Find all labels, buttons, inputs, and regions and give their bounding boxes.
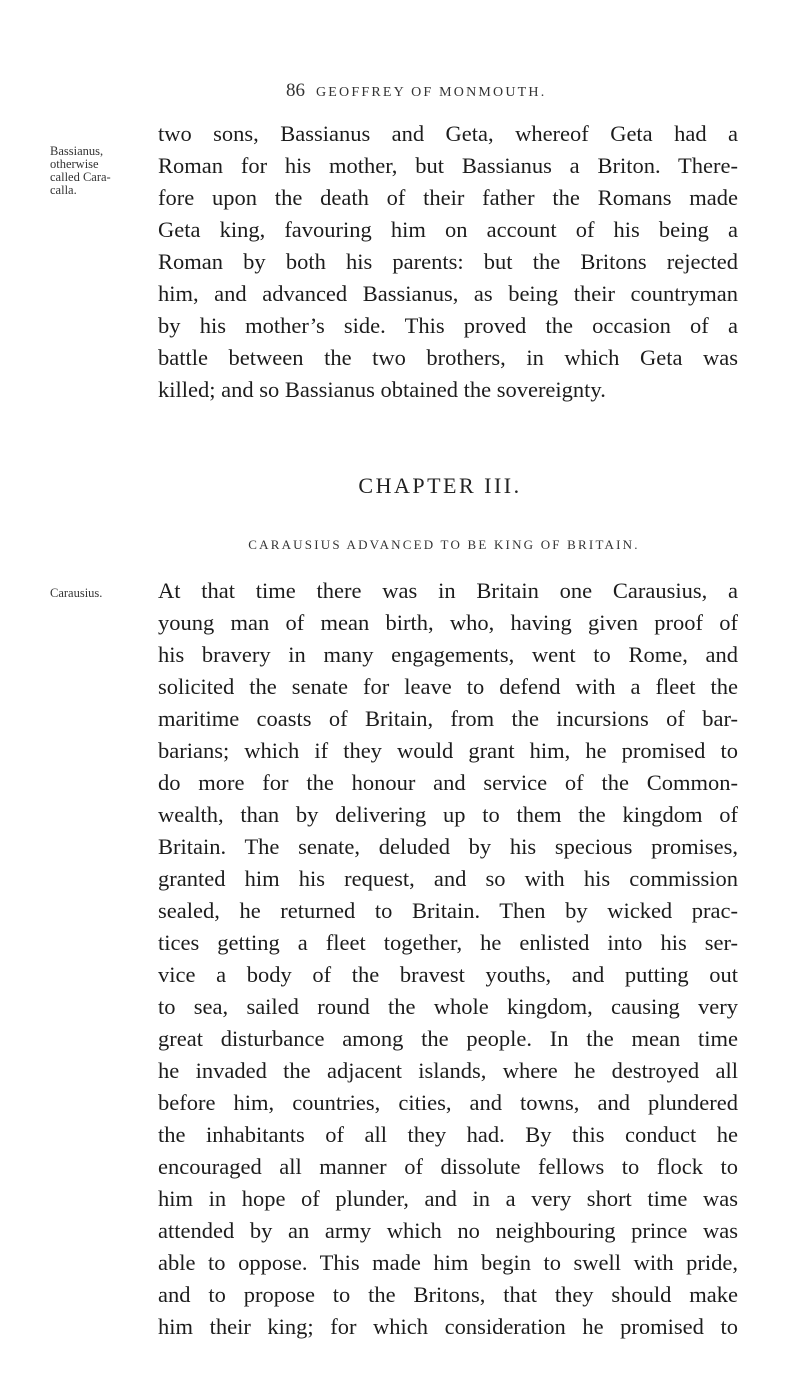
page-number: 86 — [286, 80, 305, 101]
text-line: barians; which if they would grant him, he promised to — [158, 738, 738, 763]
text-line: Roman for his mother, but Bassianus a Briton. There- — [158, 153, 738, 178]
text-line: battle between the two brothers, in which Geta was — [158, 345, 738, 370]
text-line: Britain. The senate, deluded by his specious promises, — [158, 834, 738, 859]
text-line: young man of mean birth, who, having given proof of — [158, 610, 738, 635]
text-line: great disturbance among the people. In the mean time — [158, 1026, 738, 1051]
text-line: granted him his request, and so with his commission — [158, 866, 738, 891]
text-line: vice a body of the bravest youths, and putting out — [158, 962, 738, 987]
text-line: him in hope of plunder, and in a very short time was — [158, 1186, 738, 1211]
text-line: wealth, than by delivering up to them the kingdom of — [158, 802, 738, 827]
text-line: him their king; for which consideration he promised to — [158, 1314, 738, 1339]
chapter-subtitle: CARAUSIUS ADVANCED TO BE KING OF BRITAIN. — [248, 537, 640, 552]
chapter-title: CHAPTER III. — [358, 473, 522, 498]
sidenote-bassianus — [50, 145, 150, 197]
text-line: two sons, Bassianus and Geta, whereof Geta had a — [158, 121, 738, 146]
paragraph-1 — [158, 118, 738, 406]
text-line: attended by an army which no neighbouring prince was — [158, 1218, 738, 1243]
text-line: he invaded the adjacent islands, where he destroyed all — [158, 1058, 738, 1083]
sidenote-carausius — [50, 587, 150, 600]
text-line: fore upon the death of their father the Romans made — [158, 185, 738, 210]
text-line: to sea, sailed round the whole kingdom, causing very — [158, 994, 738, 1019]
text-line: solicited the senate for leave to defend with a fleet the — [158, 674, 738, 699]
text-line: tices getting a fleet together, he enlisted into his ser- — [158, 930, 738, 955]
text-line: his bravery in many engagements, went to Rome, and — [158, 642, 738, 667]
text-line: Roman by both his parents: but the Britons rejected — [158, 249, 738, 274]
text-line: and to propose to the Britons, that they should make — [158, 1282, 738, 1307]
sidenote-line: calla. — [50, 183, 77, 197]
text-line: Geta king, favouring him on account of his being a — [158, 217, 738, 242]
text-line: do more for the honour and service of the Common- — [158, 770, 738, 795]
text-line: encouraged all manner of dissolute fellows to flock to — [158, 1154, 738, 1179]
text-line: able to oppose. This made him begin to swell with pride, — [158, 1250, 738, 1275]
paragraph-2 — [158, 575, 738, 1343]
text-line: At that time there was in Britain one Carausius, a — [158, 578, 738, 603]
running-head — [0, 80, 800, 110]
text-line: him, and advanced Bassianus, as being their countryman — [158, 281, 738, 306]
sidenote-line: otherwise — [50, 157, 99, 171]
sidenote-line: Bassianus, — [50, 144, 104, 158]
sidenote-line: Carausius. — [50, 586, 103, 600]
text-line: sealed, he returned to Britain. Then by wicked prac- — [158, 898, 738, 923]
text-line: the inhabitants of all they had. By this conduct he — [158, 1122, 738, 1147]
sidenote-line: called Cara- — [50, 170, 111, 184]
running-head-title: GEOFFREY OF MONMOUTH. — [316, 85, 547, 100]
text-line: killed; and so Bassianus obtained the sovereignty. — [158, 377, 606, 402]
text-line: by his mother’s side. This proved the occasion of a — [158, 313, 738, 338]
text-line: maritime coasts of Britain, from the incursions of bar- — [158, 706, 738, 731]
text-line: before him, countries, cities, and towns, and plundered — [158, 1090, 738, 1115]
